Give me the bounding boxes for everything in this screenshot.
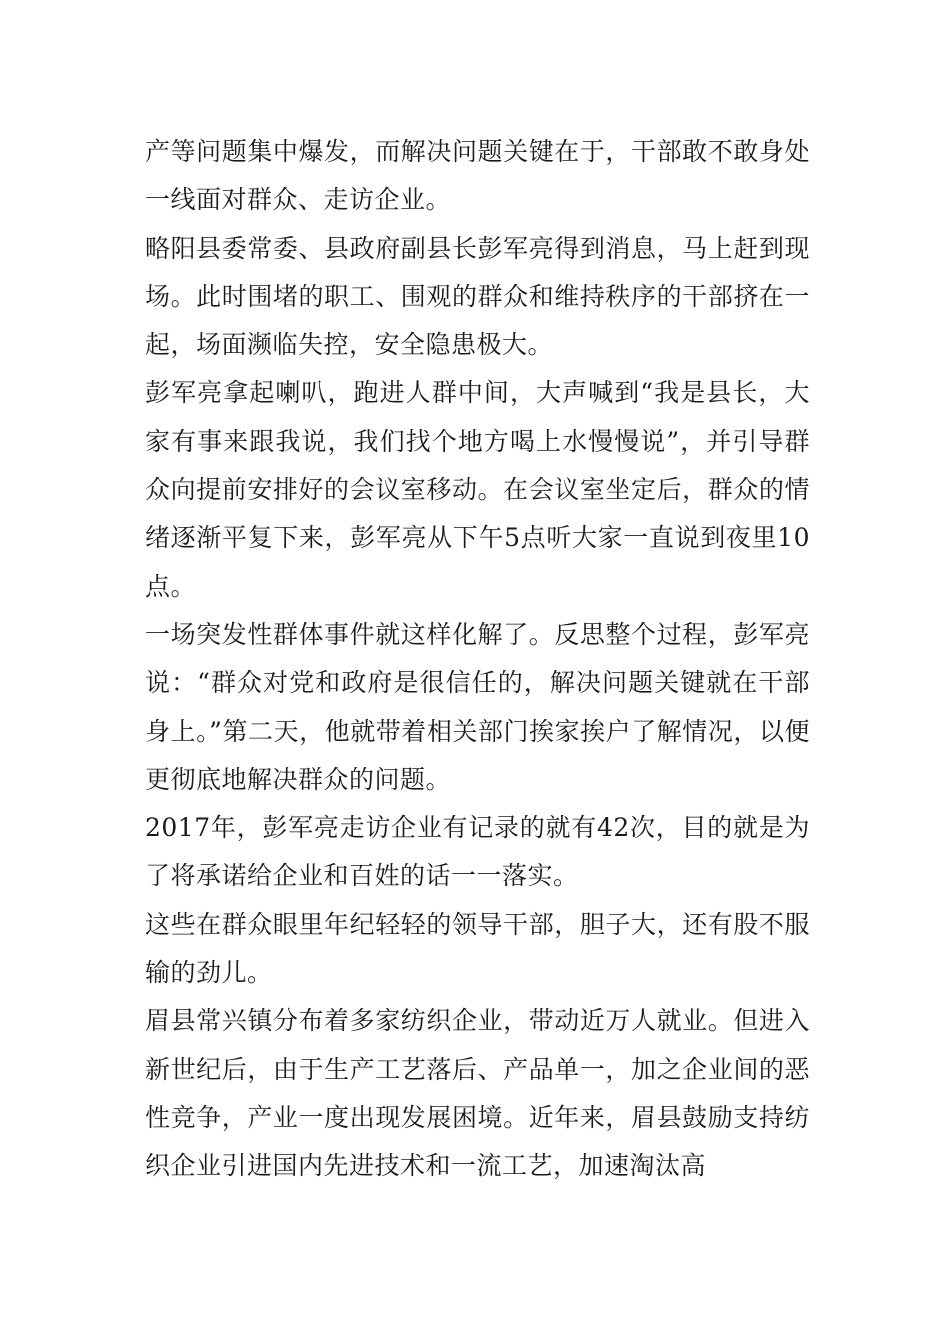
paragraph-5: 2017年，彭军亮走访企业有记录的就有42次，目的就是为了将承诺给企业和百姓的话一一落实。 [145, 813, 810, 891]
paragraph-2: 略阳县委常委、县政府副县长彭军亮得到消息，马上赶到现场。此时围堵的职工、围观的群众和维持秩序的干部挤在一起，场面濒临失控，安全隐患极大。 [145, 233, 810, 360]
paragraph-1: 产等问题集中爆发，而解决问题关键在于，干部敢不敢身处一线面对群众、走访企业。 [145, 137, 810, 215]
paragraph-6: 这些在群众眼里年纪轻轻的领导干部，胆子大，还有股不服输的劲儿。 [145, 909, 810, 988]
paragraph-7: 眉县常兴镇分布着多家纺织企业，带动近万人就业。但进入新世纪后，由于生产工艺落后、产品单一，加之企业间的恶性竞争，产业一度出现发展困境。近年来，眉县鼓励支持纺织企业引进国内先进技术和一流工艺，加速淘汰高 [145, 1006, 810, 1181]
paragraph-4: 一场突发性群体事件就这样化解了。反思整个过程，彭军亮说：“群众对党和政府是很信任的，解决问题关键就在干部身上。”第二天，他就带着相关部门挨家挨户了解情况，以便更彻底地解决群众的问题。 [145, 619, 810, 794]
document-body [145, 128, 810, 1191]
paragraph-3: 彭军亮拿起喇叭，跑进人群中间，大声喊到“我是县长，大家有事来跟我说，我们找个地方喝上水慢慢说”，并引导群众向提前安排好的会议室移动。在会议室坐定后，群众的情绪逐渐平复下来，彭军亮从下午5点听大家一直说到夜里10点。 [145, 378, 810, 601]
